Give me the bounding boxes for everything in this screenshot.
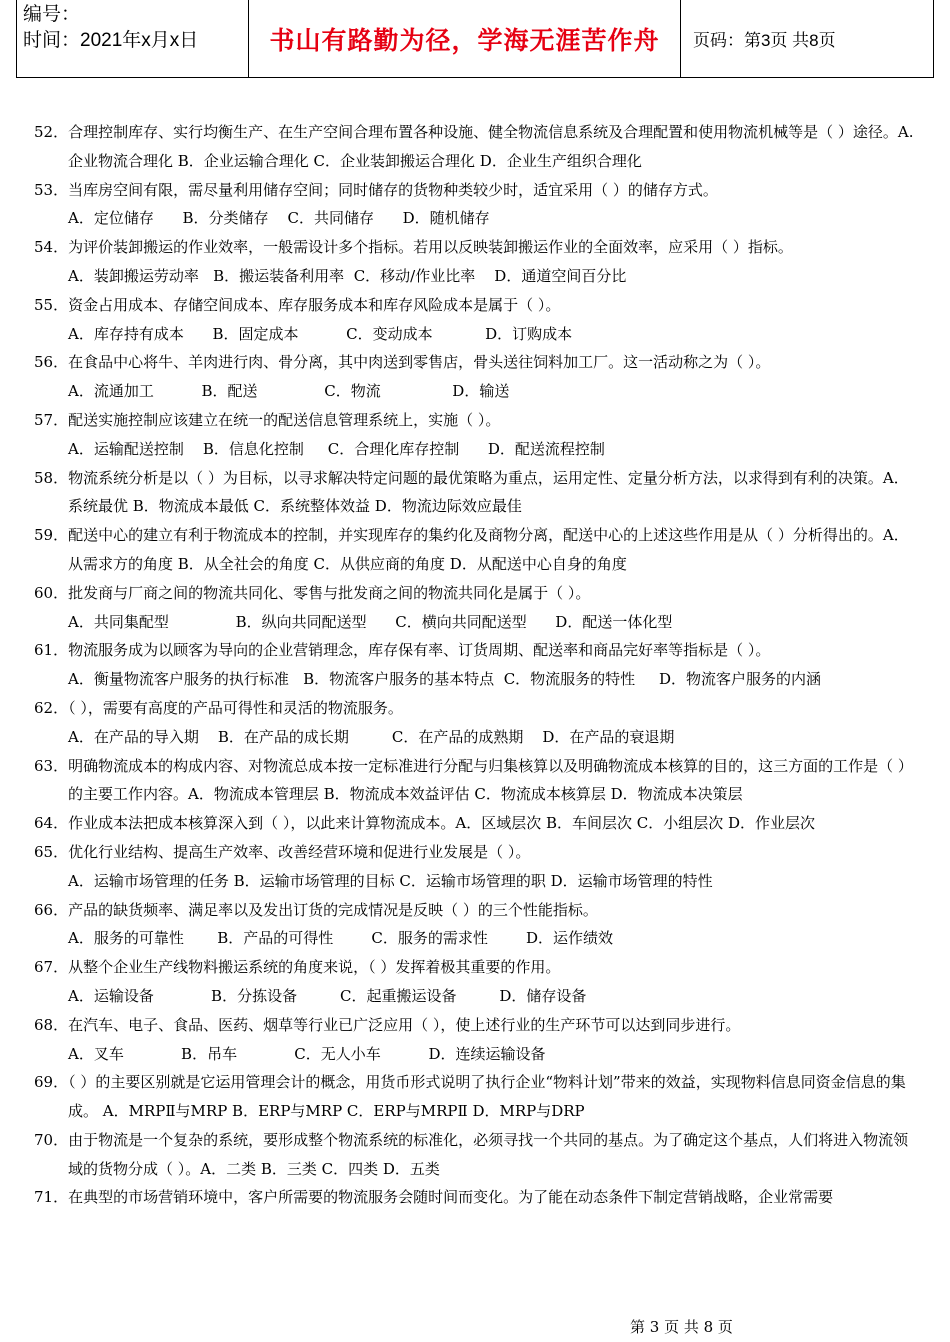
question-options: A．装卸搬运劳动率 B．搬运装备利用率 C．移动/作业比率 D．通道空间百分比 (68, 266, 627, 285)
question-options: A．流通加工 B．配送 C．物流 D．输送 (68, 382, 510, 401)
header-info-cell (17, 0, 249, 77)
page-number-label: 页码：第3页 共8页 (693, 31, 836, 50)
question-stem: 56．在食品中心将牛、羊肉进行肉、骨分离，其中肉送到零售店，骨头送往饲料加工厂。这一活动称之为（ ）。 (34, 353, 771, 372)
question-item (34, 464, 914, 522)
question-options: A．服务的可靠性 B．产品的可得性 C．服务的需求性 D．运作绩效 (68, 929, 614, 948)
question-options: A．库存持有成本 B．固定成本 C．变动成本 D．订购成本 (68, 324, 573, 343)
question-options: A．衡量物流客户服务的执行标准 B．物流客户服务的基本特点 C．物流服务的特性 D．物流客户服务的内涵 (68, 670, 822, 689)
question-list (34, 118, 914, 1212)
page-header (16, 0, 934, 78)
question-item (34, 1068, 914, 1126)
question-item (34, 1011, 914, 1069)
question-options: A．在产品的导入期 B．在产品的成长期 C．在产品的成熟期 D．在产品的衰退期 (68, 727, 675, 746)
question-stem: 71．在典型的市场营销环境中，客户所需要的物流服务会随时间而变化。为了能在动态条件下制定营销战略，企业常需要 (34, 1188, 834, 1207)
question-stem: 60．批发商与厂商之间的物流共同化、零售与批发商之间的物流共同化是属于（ ）。 (34, 583, 591, 602)
question-item (34, 838, 914, 896)
question-stem: 69．（ ）的主要区别就是它运用管理会计的概念，用货币形式说明了执行企业“物料计划”带来的效益，实现物料信息同资金信息的集成。 A．MRPⅡ与MRP B．ERP与MRP C．ERP与MRPⅡ D．MRP与DRP (34, 1073, 906, 1121)
question-item (34, 953, 914, 1011)
question-stem: 70．由于物流是一个复杂的系统，要形成整个物流系统的标准化，必须寻找一个共同的基点。为了确定这个基点，人们将进入物流领域的货物分成（ ）。A．二类 B．三类 C．四类 D．五类 (34, 1130, 909, 1178)
serial-number-label: 编号： (23, 4, 81, 25)
question-stem: 68．在汽车、电子、食品、医药、烟草等行业已广泛应用（ ），使上述行业的生产环节可以达到同步进行。 (34, 1015, 741, 1034)
header-motto-cell (249, 0, 681, 77)
question-item (34, 636, 914, 694)
question-item (34, 579, 914, 637)
question-options: A．叉车 B．吊车 C．无人小车 D．连续运输设备 (68, 1044, 546, 1063)
question-options: A．运输配送控制 B．信息化控制 C．合理化库存控制 D．配送流程控制 (68, 439, 605, 458)
question-item (34, 176, 914, 234)
time-label: 时间：2021年x月x日 (23, 30, 199, 51)
question-stem: 55．资金占用成本、存储空间成本、库存服务成本和库存风险成本是属于（ ）。 (34, 295, 561, 314)
question-item (34, 348, 914, 406)
question-item (34, 1126, 914, 1184)
question-stem: 67．从整个企业生产线物料搬运系统的角度来说，（ ）发挥着极其重要的作用。 (34, 958, 561, 977)
question-stem: 62．（ ），需要有高度的产品可得性和灵活的物流服务。 (34, 698, 403, 717)
question-stem: 57．配送实施控制应该建立在统一的配送信息管理系统上，实施（ ）。 (34, 410, 501, 429)
question-item (34, 406, 914, 464)
question-stem: 59．配送中心的建立有利于物流成本的控制，并实现库存的集约化及商物分离，配送中心的上述这些作用是从（ ）分析得出的。A．从需求方的角度 B．从全社会的角度 C．从供应商的角度 D．从配送中心自身的角度 (34, 526, 909, 573)
question-item (34, 896, 914, 954)
question-item (34, 521, 914, 579)
question-item (34, 1183, 914, 1212)
question-stem: 66．产品的缺货频率、满足率以及发出订货的完成情况是反映（ ）的三个性能指标。 (34, 900, 598, 919)
question-options: A．共同集配型 B．纵向共同配送型 C．横向共同配送型 D．配送一体化型 (68, 612, 673, 631)
question-stem: 54．为评价装卸搬运的作业效率，一般需设计多个指标。若用以反映装卸搬运作业的全面效率，应采用（ ）指标。 (34, 238, 793, 257)
question-options: A．运输设备 B．分拣设备 C．起重搬运设备 D．储存设备 (68, 986, 587, 1005)
question-item (34, 694, 914, 752)
question-options: A．定位储存 B．分类储存 C．共同储存 D．随机储存 (68, 209, 490, 228)
question-stem: 65．优化行业结构、提高生产效率、改善经营环境和促进行业发展是（ ）。 (34, 842, 531, 861)
question-item (34, 752, 914, 810)
question-item (34, 233, 914, 291)
page-footer: 第 3 页 共 8 页 (630, 1318, 733, 1336)
question-item (34, 809, 914, 838)
question-stem: 63．明确物流成本的构成内容、对物流总成本按一定标准进行分配与归集核算以及明确物流成本核算的目的，这三方面的工作是（ ）的主要工作内容。A．物流成本管理层 B．物流成本效益评估 C．物流成本核算层 D．物流成本决策层 (34, 756, 913, 804)
motto-text: 书山有路勤为径，学海无涯苦作舟 (269, 26, 660, 55)
question-item (34, 118, 914, 176)
question-stem: 52．合理控制库存、实行均衡生产、在生产空间合理布置各种设施、健全物流信息系统及合理配置和使用物流机械等是（ ）途径。A. 企业物流合理化 B．企业运输合理化 C．企业装卸搬运合理化 D．企业生产组织合理化 (34, 123, 914, 170)
question-stem: 58．物流系统分析是以（ ）为目标，以寻求解决特定问题的最优策略为重点，运用定性、定量分析方法，以求得到有利的决策。A．系统最优 B．物流成本最低 C．系统整体效益 D．物流边际效应最佳 (34, 468, 909, 516)
question-options: A．运输市场管理的任务 B．运输市场管理的目标 C．运输市场管理的职 D．运输市场管理的特性 (68, 871, 713, 890)
question-item (34, 291, 914, 349)
question-stem: 61．物流服务成为以顾客为导向的企业营销理念，库存保有率、订货周期、配送率和商品完好率等指标是（ ）。 (34, 641, 771, 660)
question-stem: 64．作业成本法把成本核算深入到（ ），以此来计算物流成本。A．区域层次 B．车间层次 C．小组层次 D．作业层次 (34, 814, 816, 833)
question-stem: 53．当库房空间有限，需尽量利用储存空间；同时储存的货物种类较少时，适宜采用（ ）的储存方式。 (34, 180, 718, 199)
